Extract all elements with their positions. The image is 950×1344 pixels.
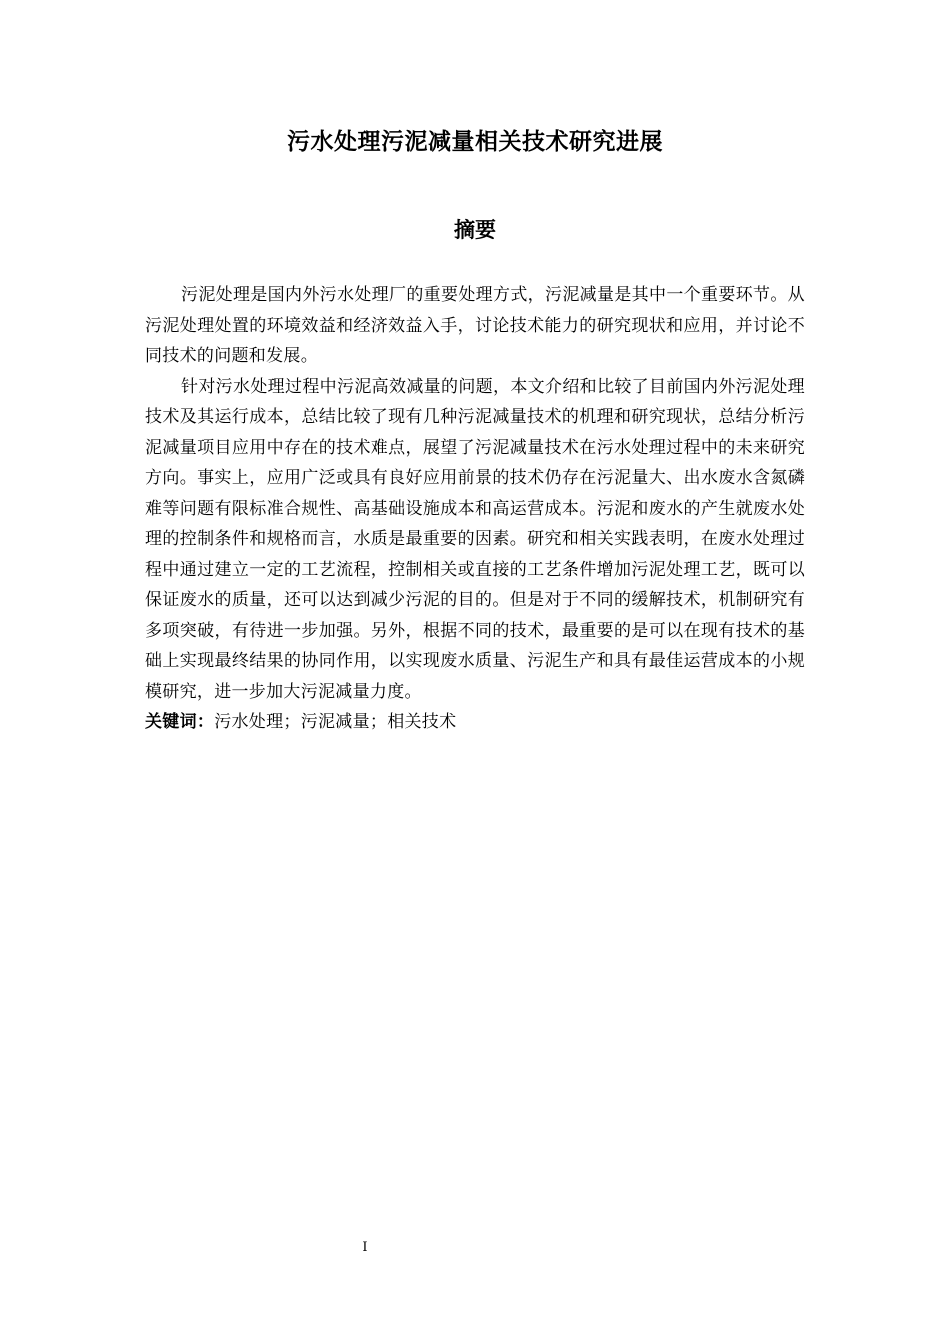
abstract-body [145, 280, 805, 738]
page-number: I [362, 1240, 368, 1255]
keywords-line [145, 707, 805, 738]
keywords-text: 污水处理；污泥减量；相关技术 [214, 712, 457, 732]
keywords-label: 关键词： [145, 712, 215, 732]
abstract-heading: 摘要 [454, 218, 496, 242]
document-title: 污水处理污泥减量相关技术研究进展 [287, 129, 663, 155]
abstract-paragraph-1: 污泥处理是国内外污水处理厂的重要处理方式，污泥减量是其中一个重要环节。从污泥处理处置的环境效益和经济效益入手，讨论技术能力的研究现状和应用，并讨论不同技术的问题和发展。 [145, 285, 805, 366]
abstract-paragraph-2: 针对污水处理过程中污泥高效减量的问题，本文介绍和比较了目前国内外污泥处理技术及其运行成本，总结比较了现有几种污泥减量技术的机理和研究现状，总结分析污泥减量项目应用中存在的技术难点，展望了污泥减量技术在污水处理过程中的未来研究方向。事实上，应用广泛或具有良好应用前景的技术仍存在污泥量大、出水废水含氮磷难等问题有限标准合规性、高基础设施成本和高运营成本。污泥和废水的产生就废水处理的控制条件和规格而言，水质是最重要的因素。研究和相关实践表明，在废水处理过程中通过建立一定的工艺流程，控制相关或直接的工艺条件增加污泥处理工艺，既可以保证废水的质量，还可以达到减少污泥的目的。但是对于不同的缓解技术，机制研究有多项突破，有待进一步加强。另外，根据不同的技术，最重要的是可以在现有技术的基础上实现最终结果的协同作用，以实现废水质量、污泥生产和具有最佳运营成本的小规模研究，进一步加大污泥减量力度。 [145, 376, 805, 702]
